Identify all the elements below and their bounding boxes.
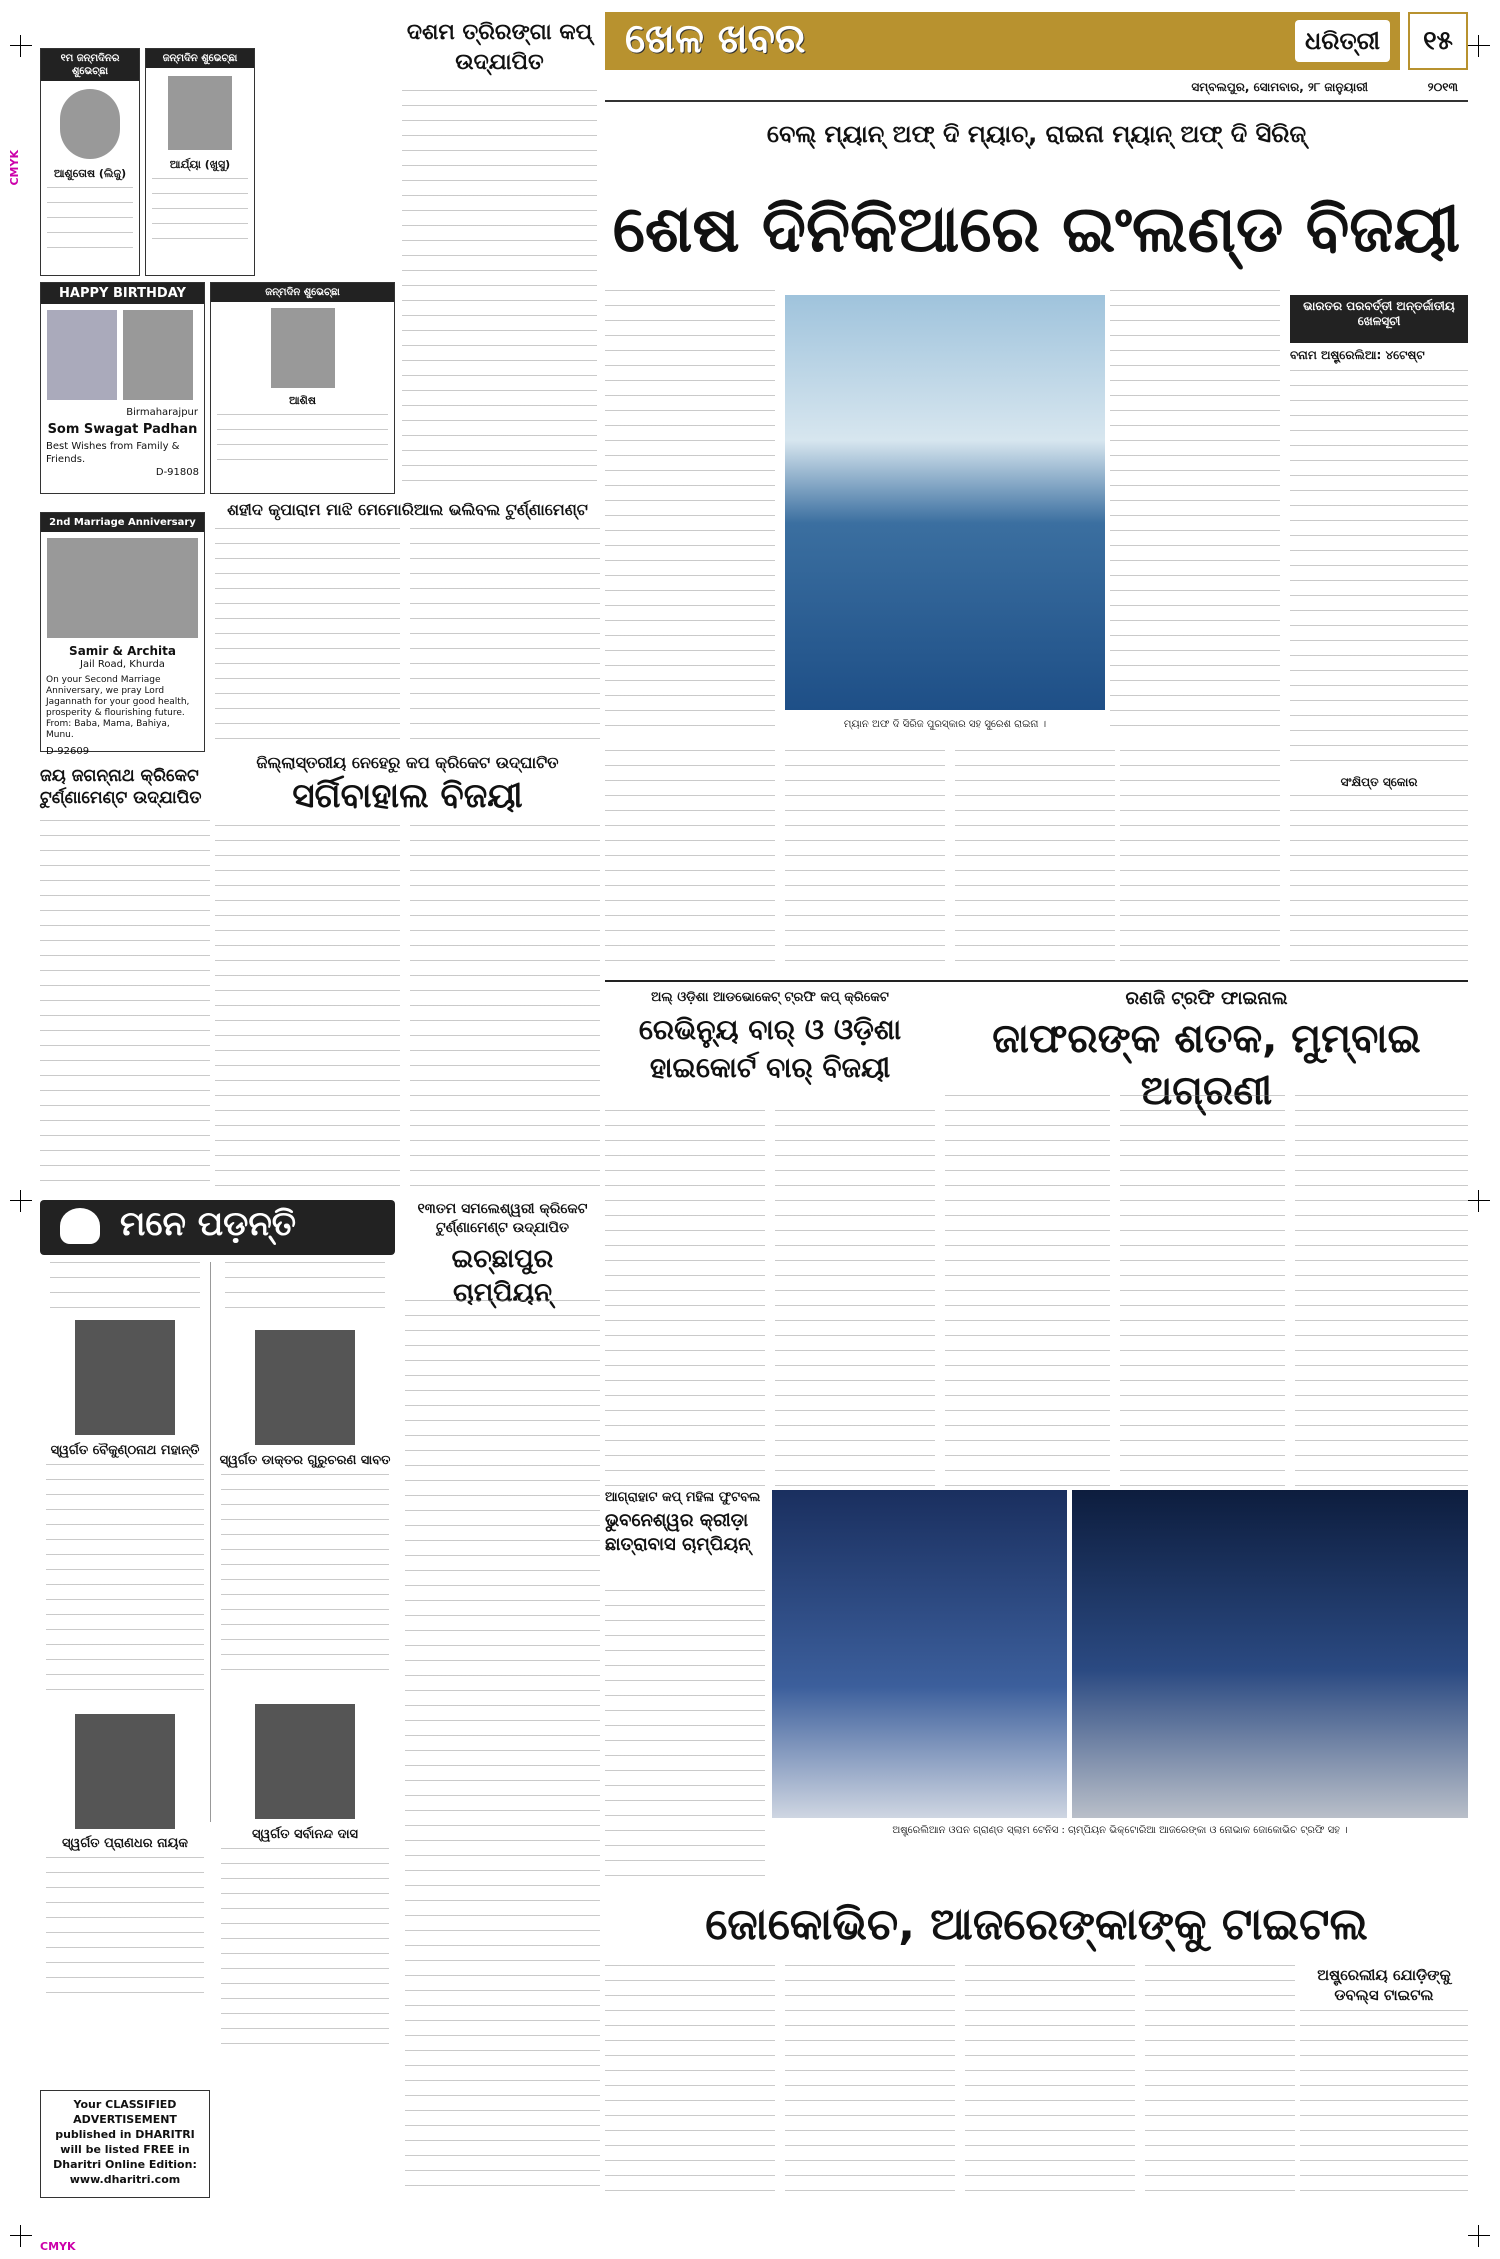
portrait-photo bbox=[255, 1704, 355, 1819]
raina-photo bbox=[785, 295, 1105, 710]
child-photo bbox=[271, 308, 335, 388]
child-photo bbox=[168, 76, 232, 150]
djokovic-photo bbox=[1072, 1490, 1468, 1818]
story-volleyball: ଶହୀଦ କୃପାରାମ ମାଝି ମେମୋରିଆଲ ଭଲିବଲ ଟୁର୍ଣ୍ଣାମେଣ୍ଟ bbox=[227, 500, 588, 519]
dateline-bar: ସମ୍ବଲପୁର, ସୋମବାର, ୨୮ ଜାନୁୟାରୀ ୨୦୧୩ bbox=[605, 78, 1468, 102]
crop-mark bbox=[10, 1190, 32, 1212]
lamp-icon bbox=[60, 1208, 100, 1244]
crop-mark bbox=[10, 35, 32, 57]
lead-headline: ଶେଷ ଦିନିକିଆରେ ଇଂଲଣ୍ଡ ବିଜୟୀ bbox=[612, 193, 1461, 267]
azarenka-photo bbox=[772, 1490, 1067, 1818]
portrait-photo bbox=[75, 1320, 175, 1435]
birthday-ad-2: ଜନ୍ମଦିନ ଶୁଭେଚ୍ଛା ଆର୍ଯ୍ୟା (ଖୁସୁ) bbox=[145, 48, 255, 276]
story-womens-football: ଆଗ୍ରାହାଟ କପ୍ ମହିଳା ଫୁଟବଲ ଭୁବନେଶ୍ୱର କ୍ରୀଡ଼ା ଛାତ୍ରାବାସ ଚାମ୍ପିୟନ୍ bbox=[605, 1490, 761, 1555]
flower-image bbox=[47, 310, 117, 400]
memoriam-col-1: ସ୍ୱର୍ଗତ ବୈକୁଣ୍ଠନାଥ ମହାନ୍ତି bbox=[40, 1262, 211, 1822]
crop-mark bbox=[10, 2225, 32, 2247]
memoriam-banner: ମନେ ପଡ଼ନ୍ତି bbox=[40, 1200, 395, 1255]
doubles-story: ଅଷ୍ଟ୍ରେଲୀୟ ଯୋଡ଼ିଙ୍କୁ ଡବଲ୍ସ ଟାଇଟଲ bbox=[1317, 1966, 1451, 2004]
masthead-bar: ଖେଳ ଖବର bbox=[605, 12, 940, 70]
crop-mark bbox=[1468, 1190, 1490, 1212]
crop-mark bbox=[1468, 2225, 1490, 2247]
color-mark: CMYK bbox=[8, 150, 21, 186]
paper-name: ଧରିତ୍ରୀ bbox=[1295, 20, 1390, 62]
anniversary-ad: 2nd Marriage Anniversary Samir & Archita Jail Road, Khurda On your Second Marriage Anniversary, we pray Lord Jagannath for your good health, prosperity & flourishing future. From: Baba, Mama, Bahiya, Munu. D-92609 bbox=[40, 512, 205, 752]
child-photo bbox=[60, 89, 120, 159]
page-number: ୧୫ bbox=[1408, 12, 1468, 70]
story-advocate-cup: ଅଲ୍ ଓଡ଼ିଶା ଆଡଭୋକେଟ୍ ଟ୍ରଫି କପ୍ କ୍ରିକେଟ ରେଭିନ୍ୟୁ ବାର୍ ଓ ଓଡ଼ିଶା ହାଇକୋର୍ଟ ବାର୍ ବିଜୟୀ bbox=[638, 990, 902, 1084]
tennis-photo-caption: ଅଷ୍ଟ୍ରେଲିଆନ ଓପନ ଗ୍ରାଣ୍ଡ ସ୍ଲାମ ଟେନିସ : ଚାମ୍ପିୟନ ଭିକ୍ଟୋରିଆ ଆଜରେଙ୍କା ଓ ନୋଭାକ ଜୋକୋଭିଚ ଟ୍ରଫି ସହ । bbox=[892, 1825, 1348, 1836]
story-ichhapur: ୧୩ତମ ସମଲେଶ୍ୱରୀ କ୍ରିକେଟ ଟୁର୍ଣ୍ଣାମେଣ୍ଟ ଉଦ୍‌ଯାପିତ ଇଚ୍ଛାପୁର ଚାମ୍ପିୟନ୍ bbox=[417, 1201, 588, 1308]
color-mark-bottom: CMYK bbox=[40, 2240, 76, 2253]
schedule-header: ଭାରତର ପରବର୍ତ୍ତୀ ଅନ୍ତର୍ଜାତୀୟ ଖେଳସୂଚୀ bbox=[1290, 295, 1468, 343]
story-nehru-cup: ଜିଲ୍ଲାସ୍ତରୀୟ ନେହେରୁ କପ କ୍ରିକେଟ ଉଦ୍‌ଘାଟିତ ସର୍ଗିବାହାଲ ବିଜୟୀ bbox=[256, 753, 559, 816]
scorecard-title: ସଂକ୍ଷିପ୍ତ ସ୍କୋର bbox=[1340, 775, 1418, 789]
portrait-photo bbox=[255, 1330, 355, 1445]
lead-photo-caption: ମ୍ୟାନ ଅଫ ଦି ସିରିଜ ପୁରସ୍କାର ସହ ସୁରେଶ ରାଇନା । bbox=[843, 719, 1047, 730]
classified-notice: Your CLASSIFIED ADVERTISEMENT published in DHARITRI will be listed FREE in Dharitri Online Edition: www.dharitri.com bbox=[40, 2090, 210, 2198]
couple-photo bbox=[47, 538, 198, 638]
story-jai-jagannath: ଜୟ ଜଗନ୍ନାଥ କ୍ରିକେଟ ଟୁର୍ଣ୍ଣାମେଣ୍ଟ ଉଦ୍‌ଯାପିତ bbox=[40, 766, 202, 808]
story-trirange-cup: ଦଶମ ତ୍ରିରଙ୍ଗା କପ୍ ଉଦ୍‌ଯାପିତ bbox=[406, 20, 593, 75]
birthday-ad-3: ଜନ୍ମଦିନ ଶୁଭେଚ୍ଛା ଆଶିଷ bbox=[210, 282, 395, 494]
birthday-ad-1: ୧ମ ଜନ୍ମଦିନର ଶୁଭେଚ୍ଛା ଆଶୁତୋଷ (ଲିଜୁ) bbox=[40, 48, 140, 276]
crop-mark bbox=[1468, 35, 1490, 57]
child-photo bbox=[123, 310, 193, 400]
tennis-headline: ଜୋକୋଭିଚ, ଆଜରେଙ୍କାଙ୍କୁ ଟାଇଟଲ bbox=[705, 1899, 1368, 1950]
portrait-photo bbox=[75, 1714, 175, 1829]
happy-birthday-ad: HAPPY BIRTHDAY Birmaharajpur Som Swagat Padhan Best Wishes from Family & Friends. D-91808 bbox=[40, 282, 205, 494]
lead-strap: ବେଲ୍ ମ୍ୟାନ୍ ଅଫ୍ ଦି ମ୍ୟାଚ୍, ରାଇନା ମ୍ୟାନ୍ ଅଫ୍ ଦି ସିରିଜ୍ bbox=[766, 120, 1307, 148]
story-ranji: ରଣଜି ଟ୍ରଫି ଫାଇନାଲ ଜାଫରଙ୍କ ଶତକ, ମୁମ୍ବାଇ ଅଗ୍ରଣୀ bbox=[992, 988, 1421, 1114]
memoriam-col-2: ସ୍ୱର୍ଗତ ଡାକ୍ତର ଗୁରୁଚରଣ ସାବତ ସ୍ୱର୍ଗତ ସର୍ବାନନ୍ଦ ଦାସ bbox=[215, 1262, 395, 2082]
